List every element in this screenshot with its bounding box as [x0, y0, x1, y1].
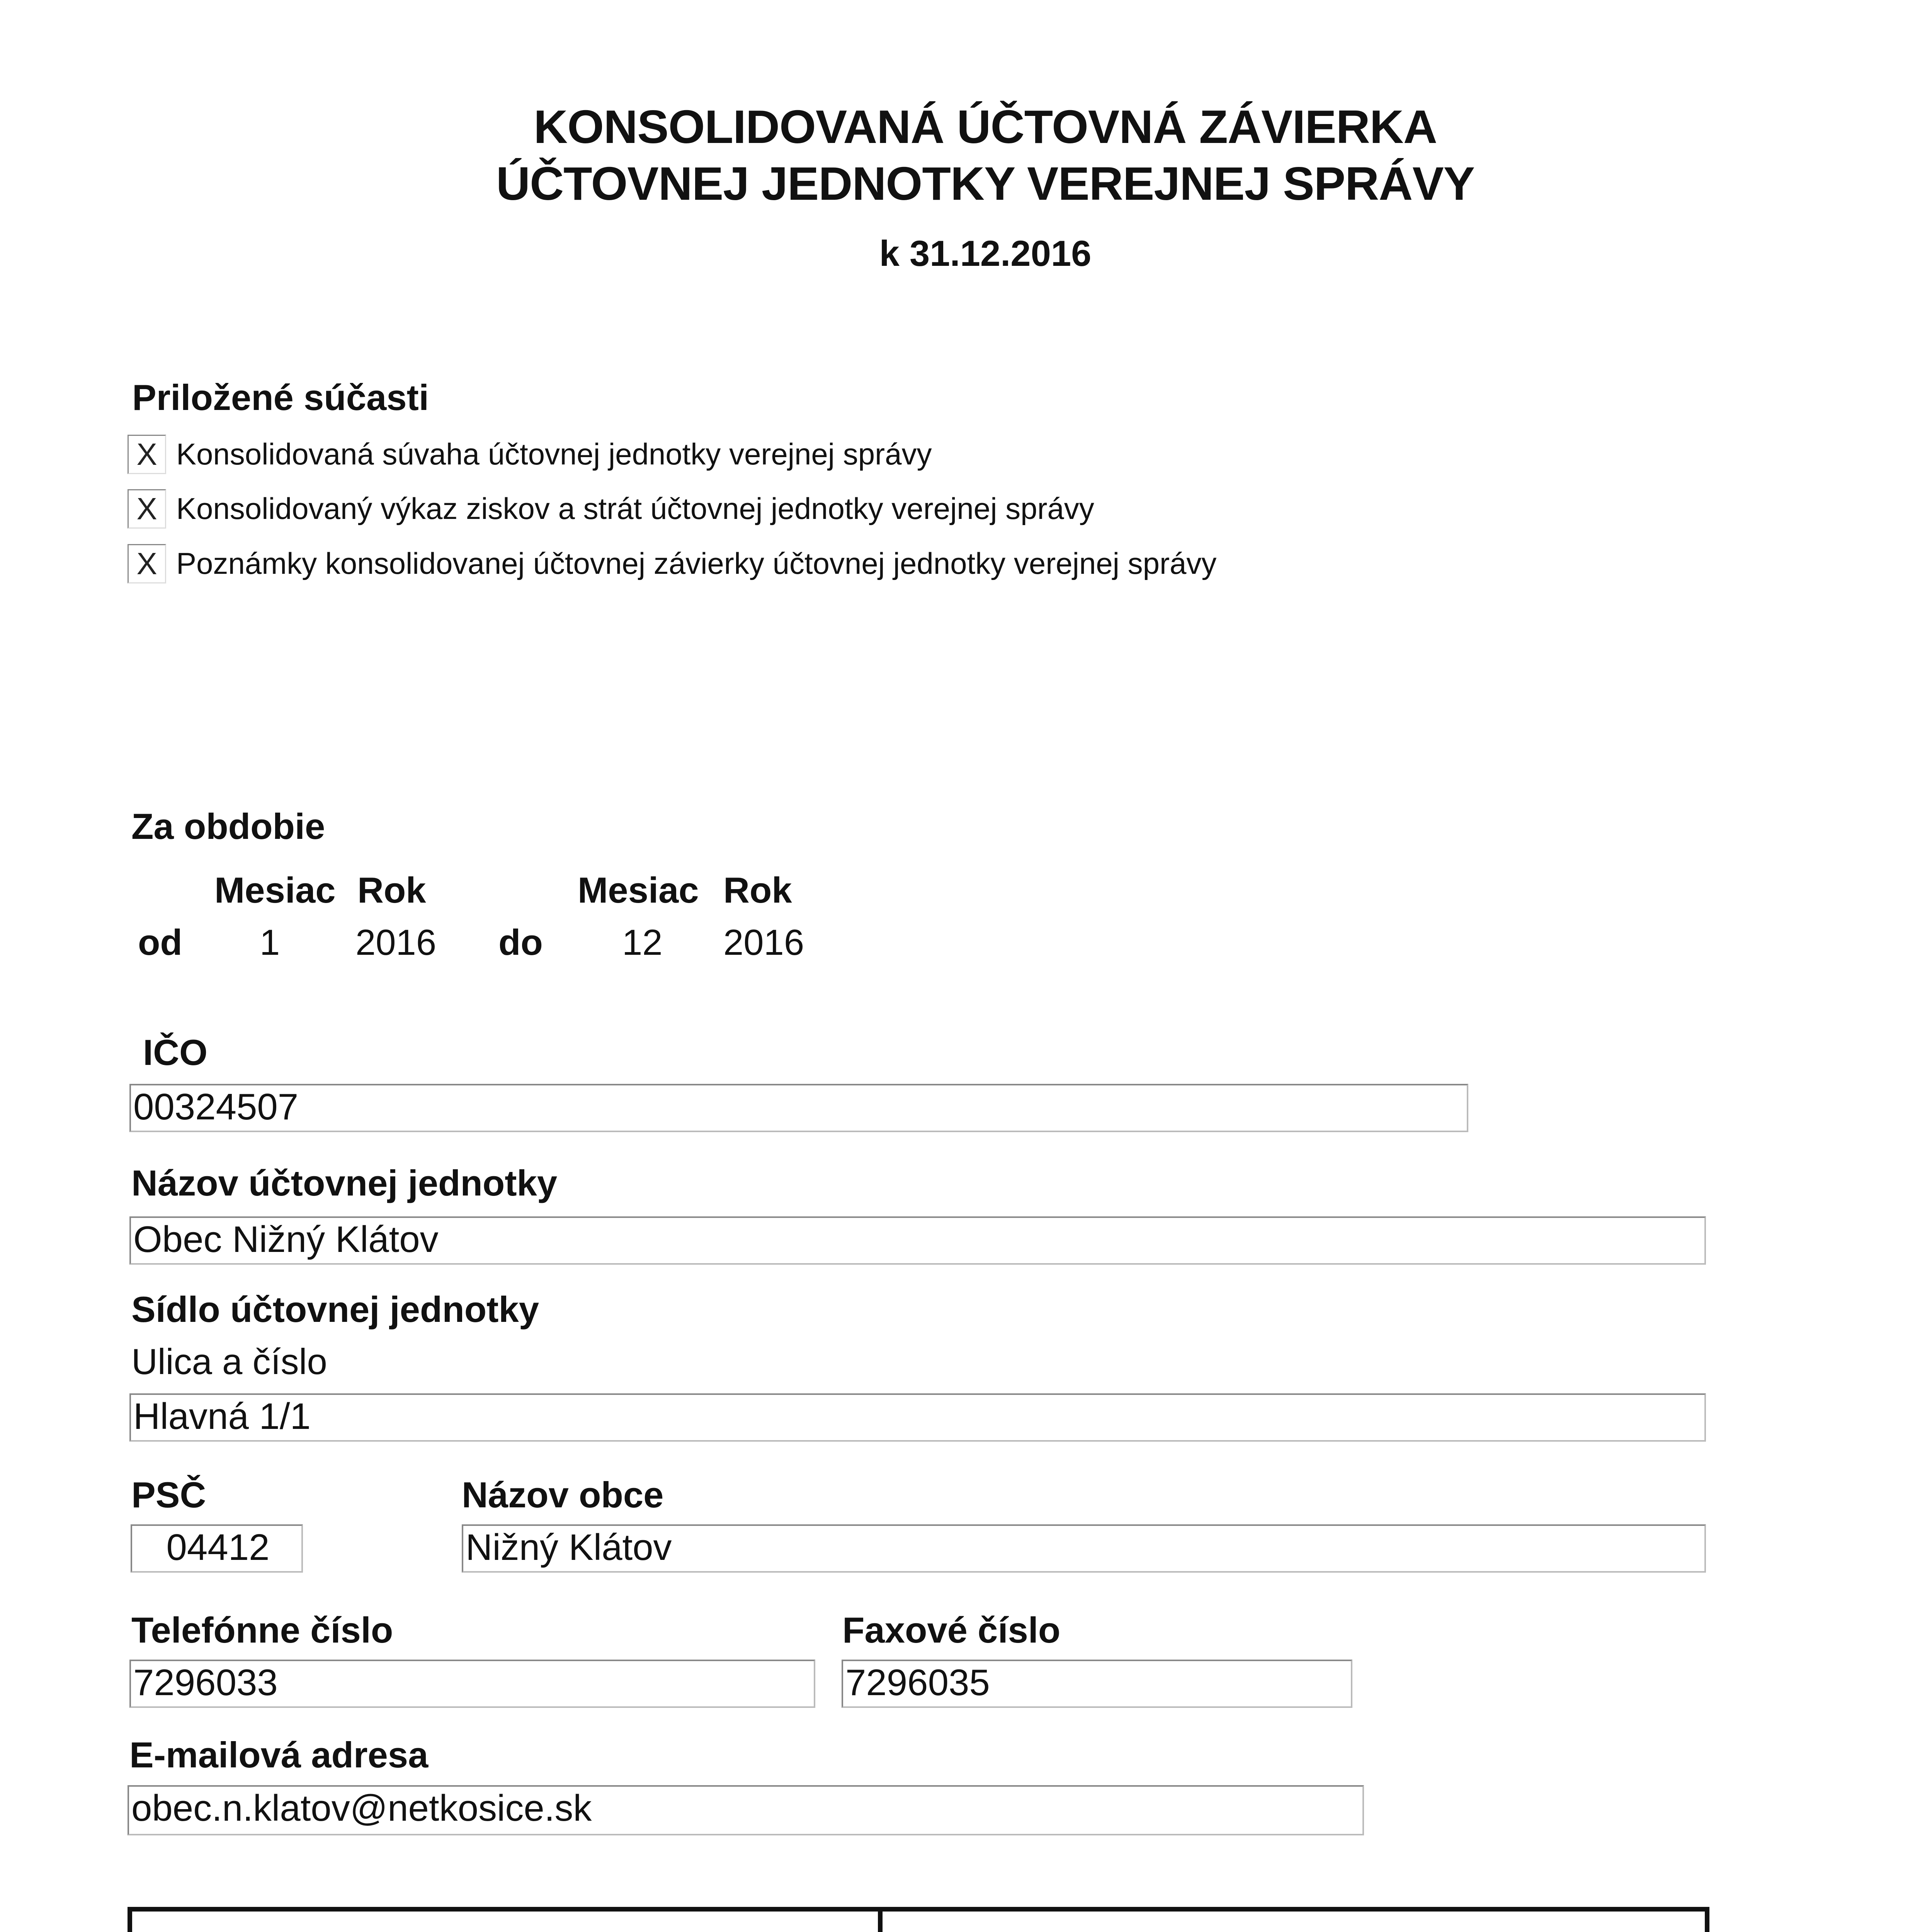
signature-table [128, 1907, 1709, 1932]
attachment-row [128, 486, 1094, 531]
street-label: Ulica a číslo [131, 1341, 327, 1382]
ico-field[interactable]: 00324507 [129, 1084, 1468, 1132]
from-year-label: Rok [357, 870, 426, 910]
document-title-line1: KONSOLIDOVANÁ ÚČTOVNÁ ZÁVIERKA [534, 100, 1437, 153]
to-label: do [498, 922, 543, 963]
attachment-label: Konsolidovaný výkaz ziskov a strát účtovnej jednotky verejnej správy [176, 492, 1094, 526]
psc-label: PSČ [131, 1475, 206, 1515]
phone-field[interactable]: 7296033 [129, 1660, 815, 1708]
from-month-label: Mesiac [214, 870, 336, 910]
fax-field[interactable]: 7296035 [842, 1660, 1352, 1708]
table-divider [878, 1912, 883, 1932]
checkbox[interactable]: X [128, 489, 166, 529]
email-label: E-mailová adresa [129, 1735, 429, 1775]
fax-label: Faxové číslo [842, 1610, 1061, 1650]
attachment-label: Konsolidovaná súvaha účtovnej jednotky verejnej správy [176, 437, 932, 471]
attachment-row [128, 541, 1216, 586]
to-month-value: 12 [622, 922, 663, 963]
document-date: k 31.12.2016 [879, 233, 1092, 274]
checkbox[interactable]: X [128, 544, 166, 583]
to-year-value: 2016 [723, 922, 804, 963]
from-label: od [138, 922, 182, 963]
document-title-line2: ÚČTOVNEJ JEDNOTKY VEREJNEJ SPRÁVY [496, 157, 1475, 210]
street-field[interactable]: Hlavná 1/1 [129, 1393, 1706, 1442]
from-year-value: 2016 [355, 922, 437, 963]
attachment-label: Poznámky konsolidovanej účtovnej závierky účtovnej jednotky verejnej správy [176, 546, 1217, 580]
checkbox[interactable]: X [128, 435, 166, 474]
from-month-value: 1 [260, 922, 280, 963]
to-month-label: Mesiac [578, 870, 699, 910]
town-label: Názov obce [462, 1475, 664, 1515]
unit-name-label: Názov účtovnej jednotky [131, 1163, 558, 1203]
phone-label: Telefónne číslo [131, 1610, 393, 1650]
address-heading: Sídlo účtovnej jednotky [131, 1289, 539, 1330]
email-field[interactable]: obec.n.klatov@netkosice.sk [128, 1785, 1364, 1835]
psc-field[interactable]: 04412 [131, 1524, 303, 1573]
to-year-label: Rok [723, 870, 792, 910]
attachment-row [128, 432, 932, 476]
attachments-heading: Priložené súčasti [132, 377, 429, 418]
ico-label: IČO [143, 1032, 208, 1073]
town-field[interactable]: Nižný Klátov [462, 1524, 1706, 1573]
unit-name-field[interactable]: Obec Nižný Klátov [129, 1216, 1706, 1265]
period-heading: Za obdobie [131, 806, 325, 847]
